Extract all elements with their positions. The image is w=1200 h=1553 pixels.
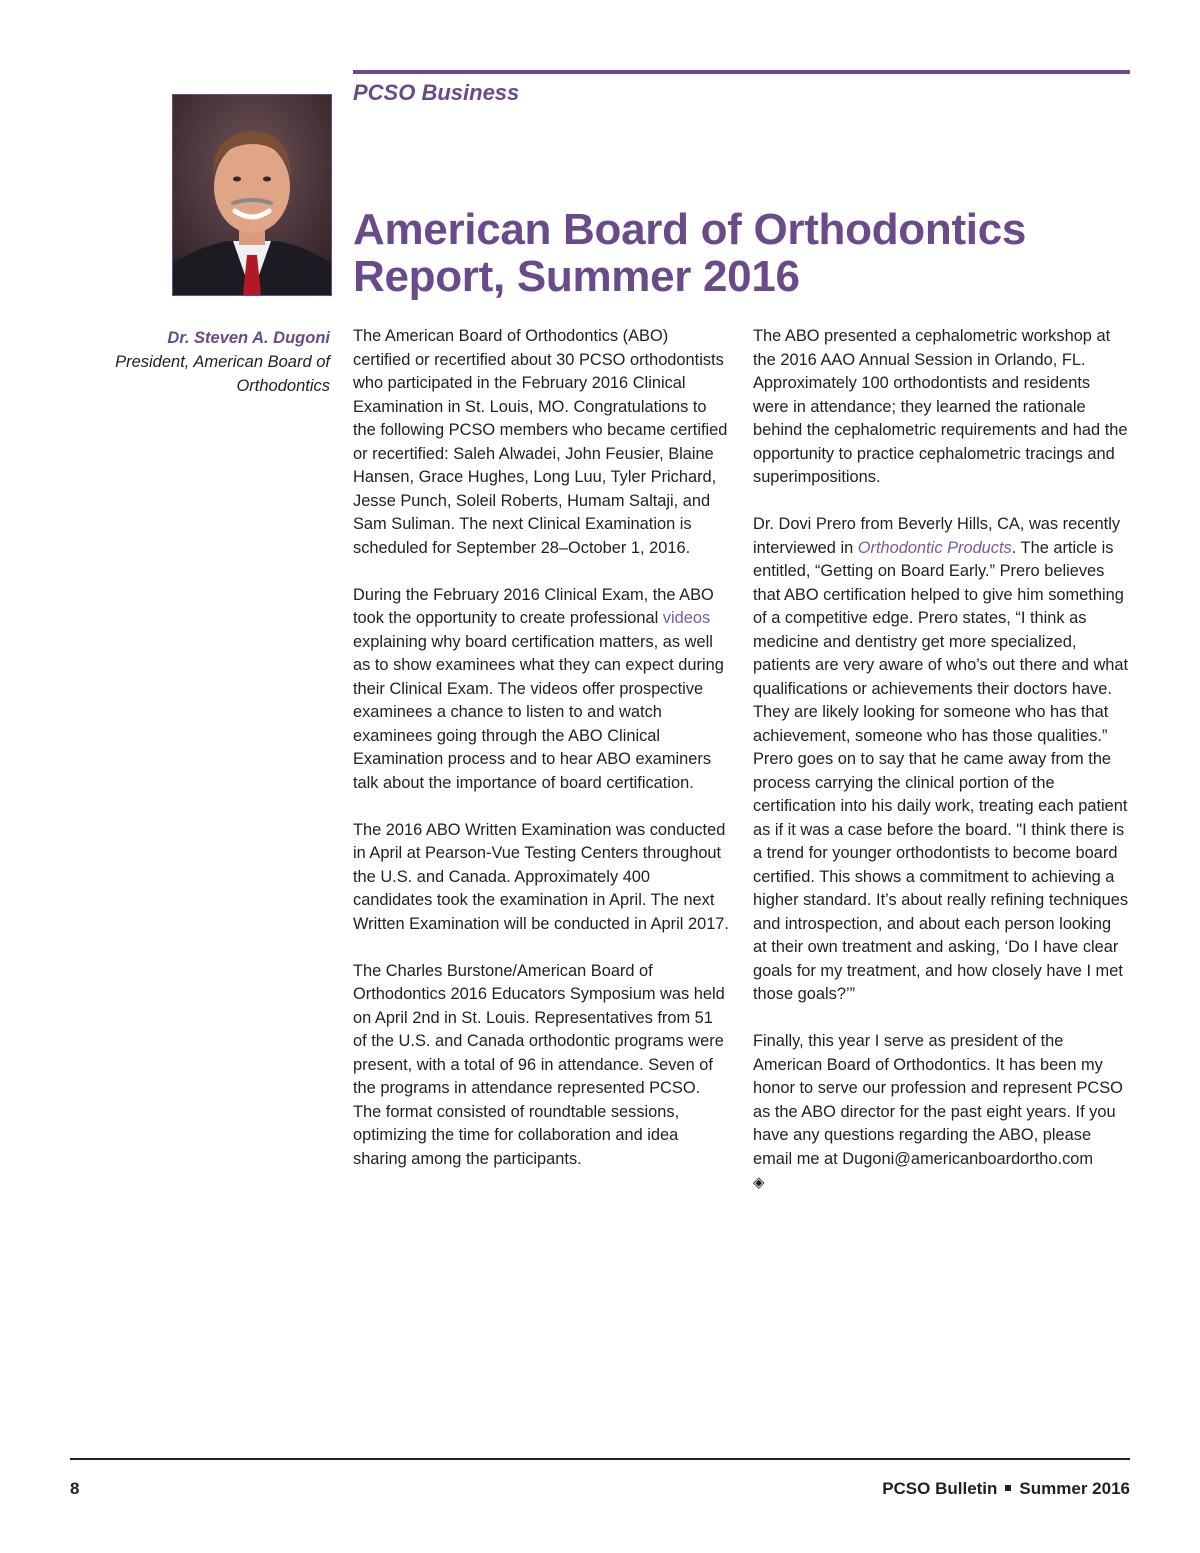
section-label: PCSO Business bbox=[353, 80, 520, 105]
videos-link[interactable]: videos bbox=[662, 609, 711, 627]
paragraph-videos-text-1: During the February 2016 Clinical Exam, the ABO took the opportunity to create professional bbox=[353, 585, 714, 627]
end-of-article-icon: ◈ bbox=[753, 1174, 765, 1191]
title-line-2: Report, Summer 2016 bbox=[353, 252, 800, 301]
footer-rule bbox=[70, 1458, 1130, 1460]
portrait-illustration bbox=[173, 95, 331, 295]
author-name: Dr. Steven A. Dugoni bbox=[167, 329, 330, 347]
paragraph-symposium: The Charles Burstone/American Board of Orthodontics 2016 Educators Symposium was held on April 2nd in St. Louis. Representatives from 51 of the U.S. and Canada orthodontic programs were present, with a total of 96 in attendance. Seven of the programs in attendance represented PCSO. The format consisted of roundtable sessions, optimizing the time for collaboration and idea sharing among the participants. bbox=[353, 961, 725, 1168]
paragraph-certification: The American Board of Orthodontics (ABO) certified or recertified about 30 PCSO orthodontists who participated in the February 2016 Clinical Examination in St. Louis, MO. Congratulations to the following PCSO members who became certified or recertified: Saleh Alwadei, John Feusier, Blaine Hansen, Grace Hughes, Long Luu, Tyler Prichard, Jesse Punch, Soleil Roberts, Humam Saltaji, and Sam Suliman. The next Clinical Examination is scheduled for September 28–October 1, 2016. bbox=[353, 327, 728, 557]
paragraph-interview bbox=[753, 513, 1129, 1007]
paragraph-closing bbox=[753, 1030, 1129, 1195]
article-title bbox=[353, 206, 1130, 300]
body-column-1 bbox=[353, 325, 729, 1195]
paragraph-interview-text-2: . The article is entitled, “Getting on Board Early.” Prero believes that ABO certification helped to give him something of a competitive edge. Prero states, “I think as medicine and dentistry get more specialized, patients are very aware of who’s out there and what qualifications or achievements their doctors have. They are likely looking for someone who has that achievement, someone who has those qualities.” Prero goes on to say that he came away from the process carrying the clinical portion of the certification into his daily work, treating each patient as if it was a case before the board. "I think there is a trend for younger orthodontists to become board certified. This shows a commitment to achieving a higher standard. It’s about really refining techniques and introspection, and about each person looking at their own treatment and asking, ‘Do I have clear goals for my treatment, and how closely have I met those goals?’” bbox=[753, 538, 1129, 1003]
paragraph-workshop: The ABO presented a cephalometric workshop at the 2016 AAO Annual Session in Orlando, FL. Approximately 100 orthodontists and residents were in attendance; they learned the rationale behind the cephalometric requirements and had the opportunity to practice cephalometric tracings and superimpositions. bbox=[753, 327, 1128, 486]
author-role-line-1: President, American Board of bbox=[115, 353, 330, 371]
header-rule bbox=[353, 70, 1130, 74]
separator-square-icon bbox=[1005, 1485, 1011, 1491]
paragraph-interview-text-1: Dr. Dovi Prero from Beverly Hills, CA, was recently interviewed in bbox=[753, 515, 1121, 557]
publication-name: PCSO Bulletin bbox=[882, 1479, 998, 1498]
body-column-2 bbox=[753, 325, 1129, 1218]
footer-publication bbox=[882, 1479, 1130, 1499]
paragraph-videos bbox=[353, 584, 729, 796]
author-portrait bbox=[172, 94, 332, 296]
page-number: 8 bbox=[70, 1479, 80, 1498]
author-byline bbox=[90, 326, 330, 398]
author-role-line-2: Orthodontics bbox=[236, 377, 330, 395]
orthodontic-products-link[interactable]: Orthodontic Products bbox=[857, 538, 1012, 557]
paragraph-written-exam: The 2016 ABO Written Examination was conducted in April at Pearson-Vue Testing Centers throughout the U.S. and Canada. Approximately 400 candidates took the examination in April. The next Written Examination will be conducted in April 2017. bbox=[353, 820, 729, 933]
paragraph-videos-text-2: explaining why board certification matters, as well as to show examinees what they can expect during their Clinical Exam. The videos offer prospective examinees a chance to listen to and watch examinees going through the ABO Clinical Examination process and to hear ABO examiners talk about the importance of board certification. bbox=[353, 632, 724, 792]
issue-name: Summer 2016 bbox=[1019, 1479, 1130, 1498]
paragraph-closing-text: Finally, this year I serve as president of the American Board of Orthodontics. It has been my honor to serve our profession and represent PCSO as the ABO director for the past eight years. If you have any questions regarding the ABO, please email me at Dugoni@americanboardortho.com bbox=[753, 1032, 1123, 1168]
title-line-1: American Board of Orthodontics bbox=[353, 205, 1027, 254]
